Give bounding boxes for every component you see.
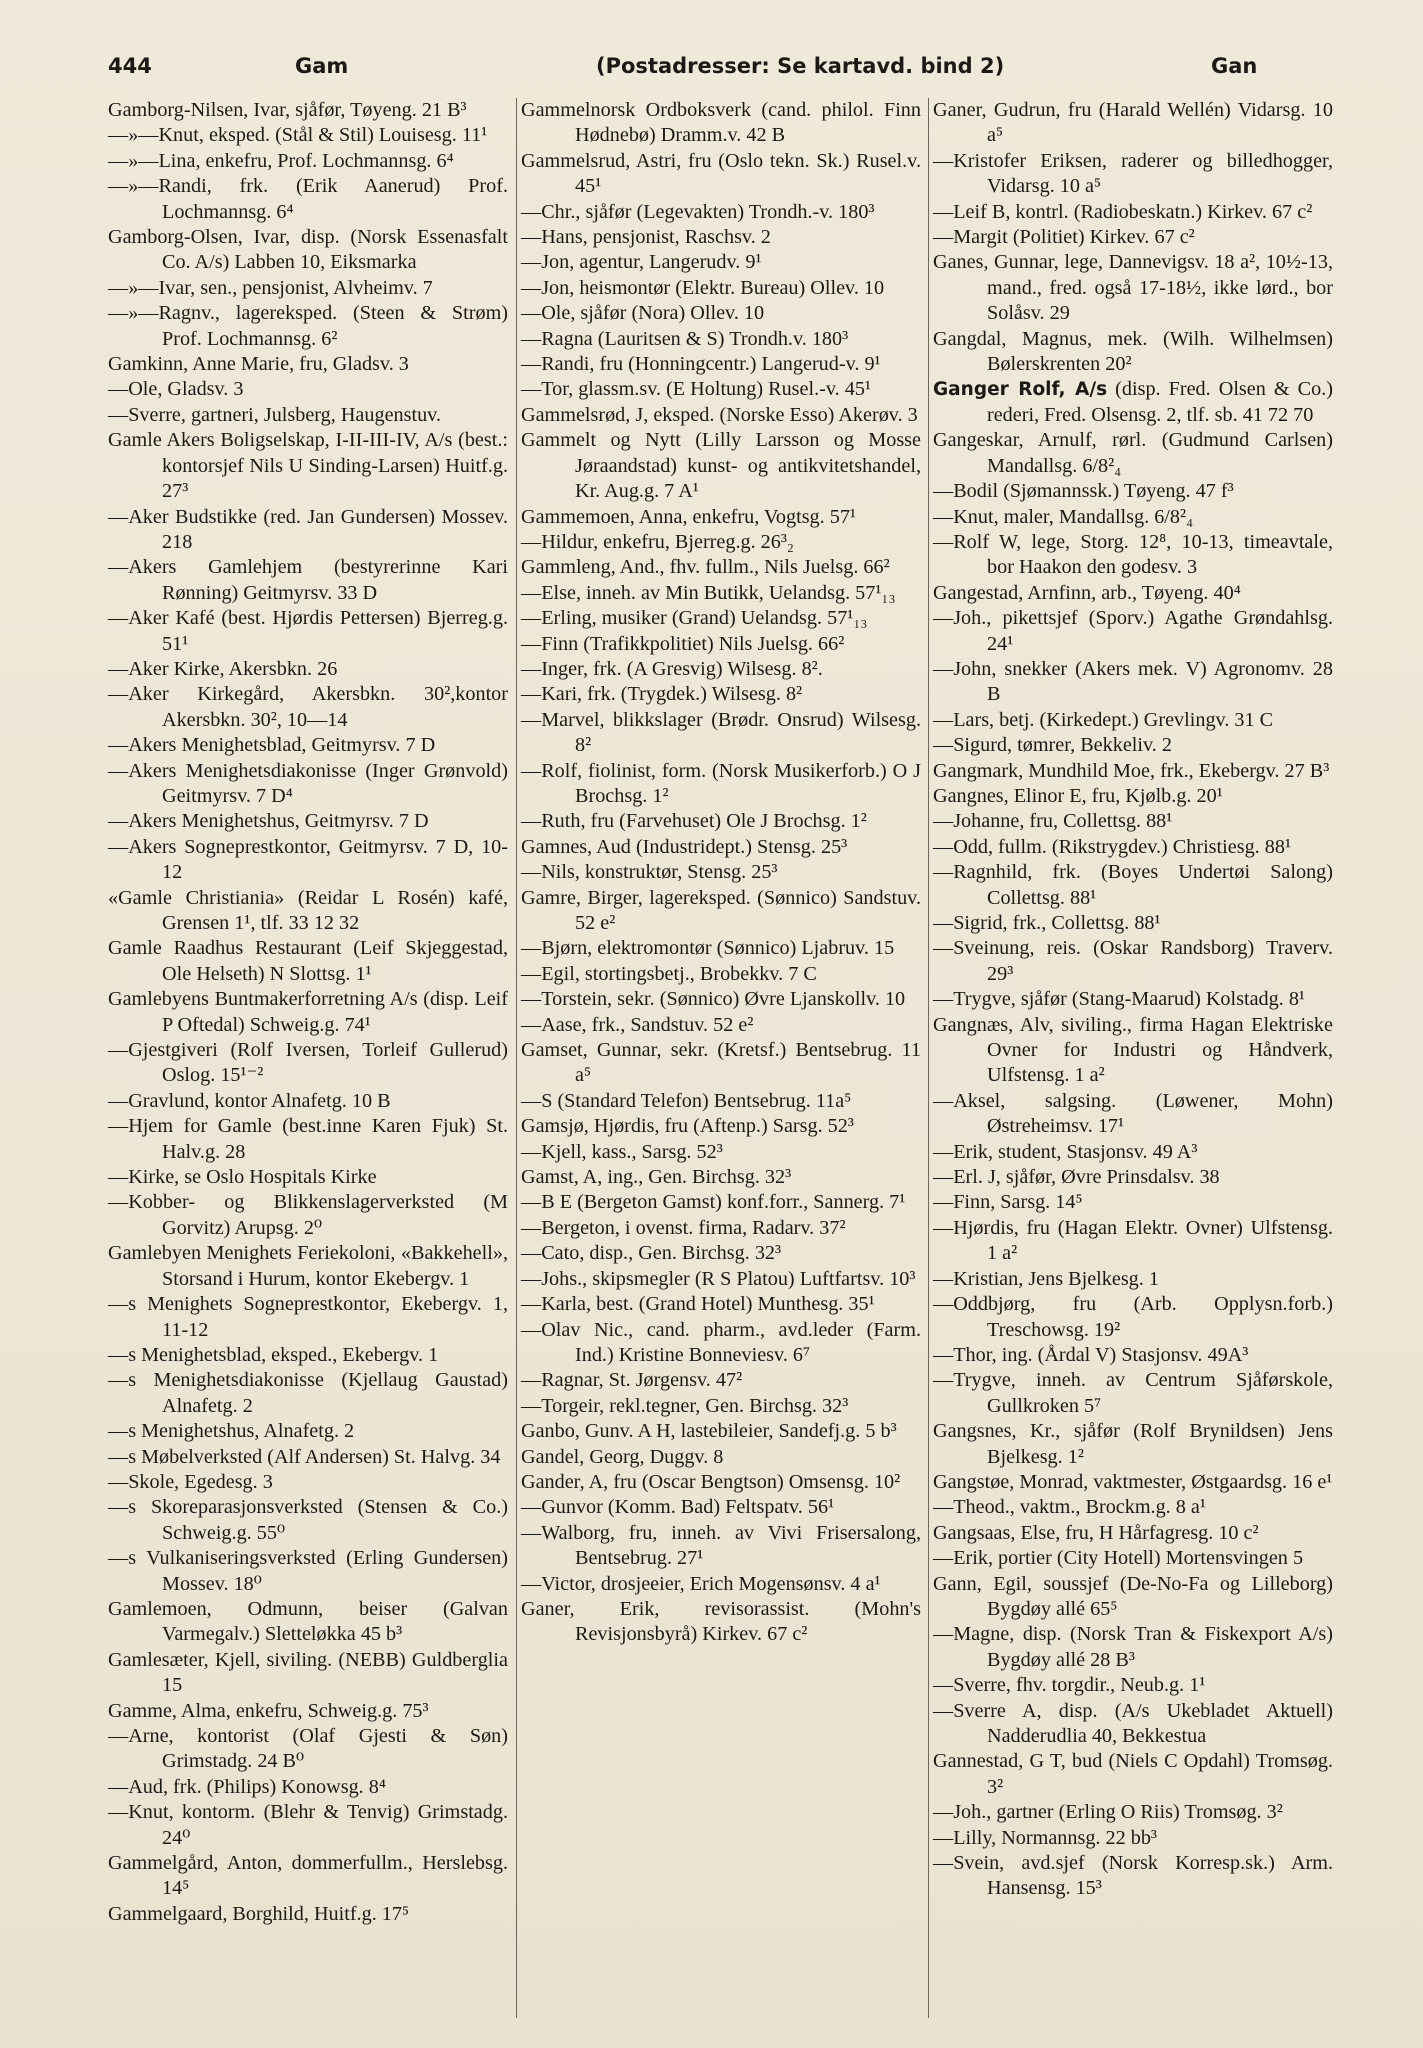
directory-entry: —Torgeir, rekl.tegner, Gen. Birchsg. 32³ xyxy=(521,1394,849,1417)
directory-entry: —»—Ragnv., lagereksped. (Steen & Strøm) Prof. Lochmannsg. 6² xyxy=(108,302,508,350)
directory-entry: Ganer, Gudrun, fru (Harald Wellén) Vidarsg. 10 a⁵ xyxy=(933,99,1333,147)
directory-entry: —Kari, frk. (Trygdek.) Wilsesg. 8² xyxy=(521,683,803,706)
directory-entry: —»—Randi, frk. (Erik Aanerud) Prof. Lochmannsg. 6⁴ xyxy=(108,175,508,223)
directory-entry: Gammelgaard, Borghild, Huitf.g. 17⁵ xyxy=(108,1902,410,1925)
directory-entry: Gannestad, G T, bud (Niels C Opdahl) Tromsøg. 3² xyxy=(933,1750,1333,1798)
directory-entry: —John, snekker (Akers mek. V) Agronomv. 28 B xyxy=(933,657,1333,706)
directory-entry: Gangnæs, Alv, siviling., firma Hagan Elektriske Ovner for Industri og Håndverk, Ulfstensg. 1 a² xyxy=(933,1013,1333,1087)
directory-entry: Gamlebyens Buntmakerforretning A/s (disp. Leif P Oftedal) Schweig.g. 74¹ xyxy=(108,988,508,1036)
directory-entry: —Olav Nic., cand. pharm., avd.leder (Farm. Ind.) Kristine Bonneviesv. 6⁷ xyxy=(521,1318,921,1366)
directory-entry: —Egil, stortingsbetj., Brobekkv. 7 C xyxy=(521,962,817,985)
directory-entry: Gamst, A, ing., Gen. Birchsg. 32³ xyxy=(521,1166,792,1189)
directory-entry: Gangnes, Elinor E, fru, Kjølb.g. 20¹ xyxy=(933,784,1223,807)
directory-entry: Gamme, Alma, enkefru, Schweig.g. 75³ xyxy=(108,1699,429,1722)
directory-entry: Gamnes, Aud (Industridept.) Stensg. 25³ xyxy=(521,835,848,858)
directory-entry: —Victor, drosjeeier, Erich Mogensønsv. 4 a¹ xyxy=(521,1572,881,1595)
directory-entry: —Tor, glassm.sv. (E Holtung) Rusel.-v. 45¹ xyxy=(521,378,871,401)
directory-entry: —s Skoreparasjonsverksted (Stensen & Co.) Schweig.g. 55⁰ xyxy=(108,1496,508,1544)
directory-entry: —Trygve, sjåfør (Stang-Maarud) Kolstadg. 8¹ xyxy=(933,988,1305,1011)
directory-entry: —Hjørdis, fru (Hagan Elektr. Ovner) Ulfstensg. 1 a² xyxy=(933,1216,1333,1265)
directory-entry: —Ole, Gladsv. 3 xyxy=(108,378,244,401)
directory-entry: —»—Lina, enkefru, Prof. Lochmannsg. 6⁴ xyxy=(108,149,454,172)
directory-entry: —Ragnar, St. Jørgensv. 47² xyxy=(521,1369,743,1392)
directory-entry: —Akers Menighetsdiakonisse (Inger Grønvold) Geitmyrsv. 7 D⁴ xyxy=(108,759,508,807)
directory-entry: —Bodil (Sjømannssk.) Tøyeng. 47 f³ xyxy=(933,480,1234,503)
directory-entry: —Cato, disp., Gen. Birchsg. 32³ xyxy=(521,1242,782,1265)
directory-entry: —Aker Kirke, Akersbkn. 26 xyxy=(108,657,338,680)
directory-entry: —Sverre, gartneri, Julsberg, Haugenstuv. xyxy=(108,403,442,426)
directory-entry: —Leif B, kontrl. (Radiobeskatn.) Kirkev. 67 c² xyxy=(933,200,1313,223)
directory-entry: Gangstøe, Monrad, vaktmester, Østgaardsg. 16 e¹ xyxy=(933,1470,1333,1493)
directory-entry: —Ragna (Lauritsen & S) Trondh.v. 180³ xyxy=(521,327,849,350)
column-3 xyxy=(933,98,1333,1902)
directory-entry: —Kristian, Jens Bjelkesg. 1 xyxy=(933,1267,1159,1290)
directory-entry: Gamle Akers Boligselskap, I-II-III-IV, A/s (best.: kontorsjef Nils U Sinding-Larsen) Huitf.g. 27³ xyxy=(108,429,508,503)
directory-entry: —Arne, kontorist (Olaf Gjesti & Søn) Grimstadg. 24 B⁰ xyxy=(108,1725,508,1773)
directory-entry: —Kobber- og Blikkenslagerverksted (M Gorvitz) Arupsg. 2⁰ xyxy=(108,1191,508,1239)
directory-entry: —Aker Kirkegård, Akersbkn. 30²,kontor Akersbkn. 30², 10—14 xyxy=(108,683,508,731)
directory-entry: —s Menighets Sogneprestkontor, Ekebergv. 1, 11-12 xyxy=(108,1293,508,1341)
directory-entry: Gamkinn, Anne Marie, fru, Gladsv. 3 xyxy=(108,353,409,376)
directory-entry: —Knut, maler, Mandallsg. 6/8²₄ xyxy=(933,505,1194,528)
directory-entry: «Gamle Christiania» (Reidar L Rosén) kafé, Grensen 1¹, tlf. 33 12 32 xyxy=(108,886,508,934)
directory-entry: Gammelsrud, Astri, fru (Oslo tekn. Sk.) Rusel.v. 45¹ xyxy=(521,149,921,198)
directory-entry: —Aker Kafé (best. Hjørdis Pettersen) Bjerreg.g. 51¹ xyxy=(108,607,508,655)
directory-entry: —Ruth, fru (Farvehuset) Ole J Brochsg. 1² xyxy=(521,810,867,833)
directory-entry: —Knut, kontorm. (Blehr & Tenvig) Grimstadg. 24⁰ xyxy=(108,1801,508,1849)
directory-entry: —Aase, frk., Sandstuv. 52 e² xyxy=(521,1013,754,1036)
directory-entry: —Jon, agentur, Langerudv. 9¹ xyxy=(521,251,762,274)
directory-entry: —Torstein, sekr. (Sønnico) Øvre Ljanskollv. 10 xyxy=(521,988,906,1011)
directory-entry: —s Møbelverksted (Alf Andersen) St. Halvg. 34 xyxy=(108,1445,501,1468)
directory-entry: Ganes, Gunnar, lege, Dannevigsv. 18 a², 10½-13, mand., fred. også 17-18½, ikke lørd., bor Solåsv. 29 xyxy=(933,251,1333,325)
directory-entry: —B E (Bergeton Gamst) konf.forr., Sannerg. 7¹ xyxy=(521,1191,906,1214)
directory-entry: —s Menighetshus, Alnafetg. 2 xyxy=(108,1420,355,1443)
directory-entry: —Finn, Sarsg. 14⁵ xyxy=(933,1191,1083,1214)
column-2 xyxy=(521,98,921,1648)
directory-entry: —Rolf, fiolinist, form. (Norsk Musikerforb.) O J Brochsg. 1² xyxy=(521,759,921,807)
directory-entry: —Sigurd, tømrer, Bekkeliv. 2 xyxy=(933,734,1172,757)
directory-entry: —Gunvor (Komm. Bad) Feltspatv. 56¹ xyxy=(521,1496,835,1519)
directory-entry: Gangdal, Magnus, mek. (Wilh. Wilhelmsen) Bølerskrenten 20² xyxy=(933,327,1333,376)
directory-entry: —Aud, frk. (Philips) Konowsg. 8⁴ xyxy=(108,1775,386,1798)
directory-entry: Gammleng, And., fhv. fullm., Nils Juelsg. 66² xyxy=(521,556,890,579)
directory-entry: —Jon, heismontør (Elektr. Bureau) Ollev. 10 xyxy=(521,276,885,299)
directory-entry: —Svein, avd.sjef (Norsk Korresp.sk.) Arm. Hansensg. 15³ xyxy=(933,1852,1333,1900)
directory-entry: —Walborg, fru, inneh. av Vivi Frisersalong, Bentsebrug. 27¹ xyxy=(521,1521,921,1570)
directory-entry: Gammelnorsk Ordboksverk (cand. philol. Finn Hødnebø) Dramm.v. 42 B xyxy=(521,99,921,147)
directory-entry: —S (Standard Telefon) Bentsebrug. 11a⁵ xyxy=(521,1089,852,1112)
directory-entry: Gann, Egil, soussjef (De-No-Fa og Lilleborg) Bygdøy allé 65⁵ xyxy=(933,1572,1333,1620)
directory-entry: Gammelsrød, J, eksped. (Norske Esso) Akerøv. 3 xyxy=(521,403,918,426)
directory-entry: —Chr., sjåfør (Legevakten) Trondh.-v. 180³ xyxy=(521,200,875,223)
directory-entry: —Nils, konstruktør, Stensg. 25³ xyxy=(521,861,778,884)
directory-entry: —Erik, student, Stasjonsv. 49 A³ xyxy=(933,1140,1198,1163)
directory-entry: —Sverre, fhv. torgdir., Neub.g. 1¹ xyxy=(933,1674,1206,1697)
directory-entry: Gammelt og Nytt (Lilly Larsson og Mosse Jøraandstad) kunst- og antikvitetshandel, Kr. Aug.g. 7 A¹ xyxy=(521,429,921,503)
directory-entry: Gamsjø, Hjørdis, fru (Aftenp.) Sarsg. 52³ xyxy=(521,1115,854,1138)
directory-entry: —Rolf W, lege, Storg. 12⁸, 10-13, timeavtale, bor Haakon den godesv. 3 xyxy=(933,530,1333,579)
directory-entry: —s Menighetsdiakonisse (Kjellaug Gaustad) Alnafetg. 2 xyxy=(108,1369,508,1417)
directory-entry: —Randi, fru (Honningcentr.) Langerud-v. 9¹ xyxy=(521,353,881,376)
directory-entry: —Gravlund, kontor Alnafetg. 10 B xyxy=(108,1089,391,1112)
directory-entry: —Bjørn, elektromontør (Sønnico) Ljabruv. 15 xyxy=(521,937,895,960)
directory-entry: Gangeskar, Arnulf, rørl. (Gudmund Carlsen) Mandallsg. 6/8²₄ xyxy=(933,429,1333,477)
column-divider xyxy=(928,98,929,2018)
directory-entry: —Joh., pikettsjef (Sporv.) Agathe Grøndahlsg. 24¹ xyxy=(933,607,1333,655)
directory-entry: —Hildur, enkefru, Bjerreg.g. 26³₂ xyxy=(521,530,794,553)
directory-entry: —Margit (Politiet) Kirkev. 67 c² xyxy=(933,226,1195,249)
directory-entry: Gamlebyen Menighets Feriekoloni, «Bakkehell», Storsand i Hurum, kontor Ekebergv. 1 xyxy=(108,1242,508,1290)
directory-entry: Gammemoen, Anna, enkefru, Vogtsg. 57¹ xyxy=(521,505,856,528)
directory-entry: Gammelgård, Anton, dommerfullm., Herslebsg. 14⁵ xyxy=(108,1852,508,1900)
directory-entry: Gangsnes, Kr., sjåfør (Rolf Brynildsen) Jens Bjelkesg. 1² xyxy=(933,1420,1333,1468)
directory-entry: —s Vulkaniseringsverksted (Erling Gundersen) Mossev. 18⁰ xyxy=(108,1547,508,1595)
directory-entry: —Hjem for Gamle (best.inne Karen Fjuk) St. Halv.g. 28 xyxy=(108,1115,508,1163)
directory-entry: —Gjestgiveri (Rolf Iversen, Torleif Gullerud) Oslog. 15¹⁻² xyxy=(108,1039,508,1087)
directory-entry: —Magne, disp. (Norsk Tran & Fiskexport A/s) Bygdøy allé 28 B³ xyxy=(933,1623,1333,1671)
directory-entry: Gangestad, Arnfinn, arb., Tøyeng. 40⁴ xyxy=(933,581,1241,604)
directory-entry: —Johanne, fru, Collettsg. 88¹ xyxy=(933,810,1173,833)
page-header xyxy=(108,54,1368,88)
directory-entry: —Trygve, inneh. av Centrum Sjåførskole, Gullkroken 5⁷ xyxy=(933,1369,1333,1417)
directory-entry: Gangsaas, Else, fru, H Hårfagresg. 10 c² xyxy=(933,1521,1259,1544)
page-number: 444 xyxy=(108,54,152,78)
column-1 xyxy=(108,98,508,1927)
directory-entry: —Kirke, se Oslo Hospitals Kirke xyxy=(108,1166,377,1189)
directory-entry: Gamborg-Nilsen, Ivar, sjåfør, Tøyeng. 21 B³ xyxy=(108,99,467,121)
directory-entry: —Erling, musiker (Grand) Uelandsg. 57¹₁₃ xyxy=(521,607,868,630)
directory-entry: —Oddbjørg, fru (Arb. Opplysn.forb.) Treschowsg. 19² xyxy=(933,1293,1333,1341)
directory-entry: Gamre, Birger, lagereksped. (Sønnico) Sandstuv. 52 e² xyxy=(521,886,921,934)
directory-entry: —Sigrid, frk., Collettsg. 88¹ xyxy=(933,912,1161,934)
directory-entry: Gander, A, fru (Oscar Bengtson) Omsensg. 10² xyxy=(521,1470,901,1493)
directory-entry: —Marvel, blikkslager (Brødr. Onsrud) Wilsesg. 8² xyxy=(521,708,921,757)
directory-entry: Ganbo, Gunv. A H, lastebileier, Sandefj.g. 5 b³ xyxy=(521,1420,897,1443)
left-guide-word: Gam xyxy=(295,54,349,78)
entry-bold-lead: Ganger Rolf, A/s xyxy=(933,379,1108,401)
directory-entry: —Ole, sjåfør (Nora) Ollev. 10 xyxy=(521,302,765,325)
directory-entry: —Lilly, Normannsg. 22 bb³ xyxy=(933,1826,1157,1849)
directory-entry: —Else, inneh. av Min Butikk, Uelandsg. 57¹₁₃ xyxy=(521,581,896,604)
directory-entry: —»—Knut, eksped. (Stål & Stil) Louisesg. 11¹ xyxy=(108,124,488,147)
directory-entry: —Akers Sogneprestkontor, Geitmyrsv. 7 D, 10-12 xyxy=(108,835,508,884)
directory-entry: Gamle Raadhus Restaurant (Leif Skjeggestad, Ole Helseth) N Slottsg. 1¹ xyxy=(108,937,508,985)
directory-entry: Gamlemoen, Odmunn, beiser (Galvan Varmegalv.) Sletteløkka 45 b³ xyxy=(108,1597,508,1646)
directory-entry: —Thor, ing. (Årdal V) Stasjonsv. 49A³ xyxy=(933,1343,1249,1366)
directory-entry: Gamlesæter, Kjell, siviling. (NEBB) Guldberglia 15 xyxy=(108,1648,508,1697)
directory-entry: —Erl. J, sjåfør, Øvre Prinsdalsv. 38 xyxy=(933,1166,1220,1189)
directory-entry: —Odd, fullm. (Rikstrygdev.) Christiesg. 88¹ xyxy=(933,835,1292,858)
column-divider xyxy=(516,98,517,2018)
directory-entry: —Akers Gamlehjem (bestyrerinne Kari Rønning) Geitmyrsv. 33 D xyxy=(108,556,508,604)
directory-entry: —Theod., vaktm., Brockm.g. 8 a¹ xyxy=(933,1496,1206,1519)
directory-entry: —Finn (Trafikkpolitiet) Nils Juelsg. 66² xyxy=(521,632,845,655)
directory-entry: —Aksel, salgsing. (Løwener, Mohn) Østreheimsv. 17¹ xyxy=(933,1089,1333,1138)
directory-entry: Ganer, Erik, revisorassist. (Mohn's Revisjonsbyrå) Kirkev. 67 c² xyxy=(521,1597,921,1646)
directory-entry: —Kristofer Eriksen, raderer og billedhogger, Vidarsg. 10 a⁵ xyxy=(933,149,1333,198)
directory-entry: —Ragnhild, frk. (Boyes Undertøi Salong) Collettsg. 88¹ xyxy=(933,861,1333,909)
directory-entry: Gandel, Georg, Duggv. 8 xyxy=(521,1445,724,1468)
directory-entry: —Johs., skipsmegler (R S Platou) Luftfartsv. 10³ xyxy=(521,1267,916,1290)
directory-entry: —Sveinung, reis. (Oskar Randsborg) Traverv. 29³ xyxy=(933,937,1333,985)
directory-entry: —Kjell, kass., Sarsg. 52³ xyxy=(521,1140,723,1163)
directory-entry: —Joh., gartner (Erling O Riis) Tromsøg. 3² xyxy=(933,1801,1283,1824)
directory-entry: —Inger, frk. (A Gresvig) Wilsesg. 8². xyxy=(521,657,823,680)
directory-entry: —Hans, pensjonist, Raschsv. 2 xyxy=(521,226,771,249)
directory-entry: —Akers Menighetsblad, Geitmyrsv. 7 D xyxy=(108,734,436,757)
directory-entry: Gamborg-Olsen, Ivar, disp. (Norsk Essenasfalt Co. A/s) Labben 10, Eiksmarka xyxy=(108,226,508,274)
directory-entry: —Karla, best. (Grand Hotel) Munthesg. 35¹ xyxy=(521,1293,875,1316)
directory-entry: Gamset, Gunnar, sekr. (Kretsf.) Bentsebrug. 11 a⁵ xyxy=(521,1039,921,1087)
header-note: (Postadresser: Se kartavd. bind 2) xyxy=(596,54,1005,78)
directory-entry: —s Menighetsblad, eksped., Ekebergv. 1 xyxy=(108,1343,439,1366)
directory-entry: Ganger Rolf, A/s (disp. Fred. Olsen & Co.) rederi, Fred. Olsensg. 2, tlf. sb. 41 72 70 xyxy=(933,378,1333,426)
directory-entry: —Akers Menighetshus, Geitmyrsv. 7 D xyxy=(108,810,429,833)
directory-entry: —Sverre A, disp. (A/s Ukebladet Aktuell) Nadderudlia 40, Bekkestua xyxy=(933,1699,1333,1747)
directory-entry: —Skole, Egedesg. 3 xyxy=(108,1470,273,1493)
directory-entry: —Erik, portier (City Hotell) Mortensvingen 5 xyxy=(933,1547,1304,1570)
directory-entry: Gangmark, Mundhild Moe, frk., Ekebergv. 27 B³ xyxy=(933,759,1330,782)
directory-entry: —Lars, betj. (Kirkedept.) Grevlingv. 31 C xyxy=(933,708,1274,731)
directory-entry: —Bergeton, i ovenst. firma, Radarv. 37² xyxy=(521,1216,846,1239)
right-guide-word: Gan xyxy=(1211,54,1258,78)
directory-entry: —»—Ivar, sen., pensjonist, Alvheimv. 7 xyxy=(108,276,433,299)
directory-entry: —Aker Budstikke (red. Jan Gundersen) Mossev. 218 xyxy=(108,505,508,553)
